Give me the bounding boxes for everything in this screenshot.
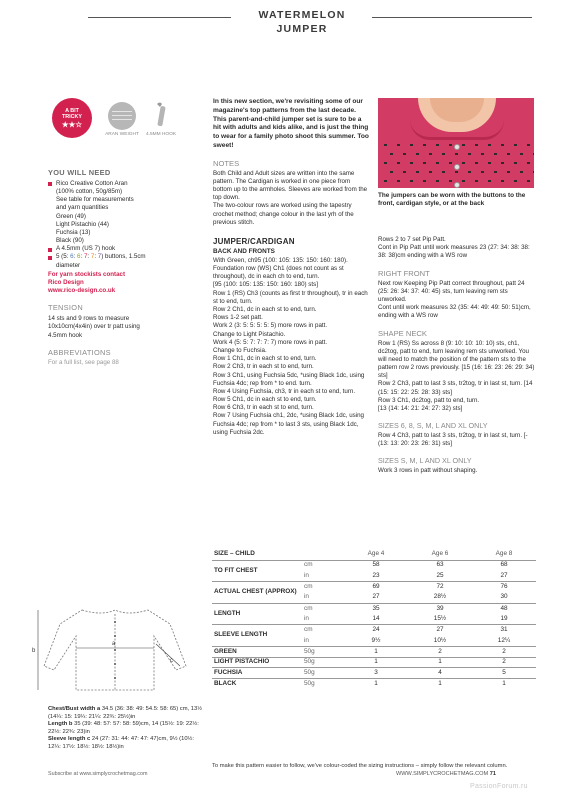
- shape-neck-heading: SHAPE NECK: [378, 328, 427, 338]
- pip-dot: [514, 162, 517, 164]
- table-row: [212, 603, 536, 614]
- sleeve-values: 24 (27: 31: 44: 47: 47: 47)cm, 9½ (10½: 12¼: 17½: 18½: 18½: 18½)in: [48, 736, 194, 750]
- pip-dot: [416, 171, 419, 173]
- pattern-line: Row 4 Ch3, patt to last 3 sts, tr2tog, tr in last st, turn. [- (13: 13: 20: 23: 26: 31) sts]: [378, 431, 528, 447]
- pattern-badges: [52, 98, 202, 144]
- pip-dot: [514, 180, 517, 182]
- pip-dot: [429, 153, 432, 155]
- pip-dot: [462, 144, 465, 146]
- table-cell: 24: [344, 625, 408, 636]
- notes-paragraph: The two-colour rows are worked using the tapestry crochet method; change colour in the last yrh of the previous stitch.: [213, 202, 354, 226]
- pip-dot: [390, 153, 393, 155]
- table-cell: 1: [344, 679, 408, 690]
- pip-dot: [429, 171, 432, 173]
- table-row: [212, 679, 536, 690]
- cardigan-collar: [410, 120, 504, 140]
- pip-dot: [423, 180, 426, 182]
- difficulty-line2: TRICKY: [61, 113, 83, 120]
- table-cell: 15½: [433, 614, 447, 622]
- tension-line: 14 sts and 9 rows to measure: [48, 315, 130, 323]
- age-column: Age 4: [367, 549, 385, 557]
- table-cell: 30: [500, 593, 508, 601]
- unit-label: cm: [302, 582, 344, 593]
- pip-dot: [449, 180, 452, 182]
- row-label: FUCHSIA: [212, 668, 302, 679]
- unit-label: in: [304, 636, 309, 644]
- pip-dot: [527, 144, 530, 146]
- table-cell: 1: [344, 646, 408, 657]
- pattern-line: Change to Light Pistachio.: [213, 330, 286, 338]
- button-count: 7: [90, 253, 95, 261]
- buttons-item: 5 (5: 6: 6: 7: 7: 7) buttons, 1.5cm diameter: [48, 253, 202, 269]
- unit-label: in: [304, 614, 309, 622]
- table-cell: 72: [408, 582, 472, 593]
- pip-dot: [410, 162, 413, 164]
- table-cell: 27: [408, 625, 472, 636]
- pip-dot: [436, 162, 439, 164]
- pip-dot: [449, 144, 452, 146]
- table-spacer: [302, 548, 344, 560]
- pip-dot: [410, 144, 413, 146]
- table-row: [212, 657, 536, 668]
- unit-label: cm: [302, 560, 344, 571]
- pip-dot: [403, 171, 406, 173]
- watermark: PassionForum.ru: [470, 783, 528, 790]
- pip-dot: [468, 171, 471, 173]
- pip-dot: [384, 144, 387, 146]
- unit-label: 50g: [302, 679, 344, 690]
- pattern-line: Row 7 Using Fuchsia ch1, 2dc, *using Black 1dc, using Fuchsia 4dc; rep from * to last 3 sts, using Black 1dc, using Fuchsia 2dc.: [213, 412, 364, 436]
- age-column: Age 8: [495, 549, 513, 557]
- pip-dot: [527, 180, 530, 182]
- table-cell: 58: [344, 560, 408, 571]
- colour-item: Black (90): [56, 237, 84, 245]
- table-header-label: SIZE – CHILD: [214, 549, 255, 557]
- chest-label: Chest/Bust width a: [48, 706, 101, 712]
- table-cell: 1: [408, 679, 472, 690]
- yarn-name: Rico Creative Cotton Aran: [56, 179, 128, 187]
- pattern-line: Work 2 (3: 5: 5: 5: 5: 5) more rows in patt.: [213, 322, 328, 330]
- pip-dot: [501, 180, 504, 182]
- pattern-line: Row 1 Ch1, dc in each st to end, turn.: [213, 355, 317, 363]
- table-cell: 68: [472, 560, 536, 571]
- pip-dot: [436, 180, 439, 182]
- page-title: WATERMELON JUMPER: [258, 9, 346, 35]
- table-cell: 35: [344, 603, 408, 614]
- chest-measure: [48, 706, 208, 721]
- sizes-heading: SIZES S, M, L AND XL ONLY: [378, 456, 472, 466]
- pattern-line: Cont in Pip Patt until work measures 23 (27: 34: 38: 38: 38: 38)cm ending with a WS row: [378, 244, 530, 260]
- button-count: 5: [63, 253, 67, 261]
- pip-dot: [455, 171, 458, 173]
- hook-size-label: 4.5MM HOOK: [145, 132, 177, 137]
- pattern-line: Row 6 Ch3, tr in each st to end, turn.: [213, 404, 314, 412]
- pip-dot: [449, 162, 452, 164]
- pattern-line: Rows 2 to 7 set Pip Patt.: [378, 236, 446, 243]
- section-heading: JUMPER/CARDIGAN: [213, 236, 295, 246]
- pip-dot: [455, 153, 458, 155]
- pip-dot: [514, 144, 517, 146]
- table-cell: 27: [372, 593, 380, 601]
- pip-dot: [397, 162, 400, 164]
- notes-heading: NOTES: [213, 158, 240, 168]
- pip-dot: [501, 162, 504, 164]
- row-label: BLACK: [212, 679, 302, 690]
- buttons-pre: 5 (: [56, 253, 64, 261]
- footer-subscribe[interactable]: Subscribe at www.simplycrochetmag.com: [48, 771, 148, 777]
- diagram-measurements: [48, 706, 208, 751]
- tension-line: 4.5mm hook: [48, 331, 83, 339]
- unit-label: 50g: [302, 646, 344, 657]
- pattern-line: Row 2 Ch3, patt to last 3 sts, tr2tog, tr in last st, turn. [14 (15: 15: 22: 25: 28: 33) sts]: [378, 380, 533, 396]
- table-cell: 12¼: [497, 636, 511, 644]
- sizes-heading: SIZES 6, 8, S, M, L AND XL ONLY: [378, 421, 488, 431]
- yarn-item: [48, 180, 202, 246]
- pip-dot: [481, 153, 484, 155]
- age-column: Age 6: [431, 549, 449, 557]
- middle-column: [213, 98, 370, 437]
- table-cell: 9½: [371, 636, 381, 644]
- yarn-note-2: and yarn quantities: [56, 204, 109, 212]
- pip-dot: [520, 171, 523, 173]
- label-b: b: [32, 648, 36, 654]
- size-table: [212, 548, 536, 690]
- row-label: SLEEVE LENGTH: [212, 625, 302, 647]
- table-cell: 1: [344, 657, 408, 668]
- row-label: TO FIT CHEST: [212, 560, 302, 582]
- pip-dot: [488, 144, 491, 146]
- crochet-hook-icon: [148, 101, 174, 131]
- unit-label: in: [304, 593, 309, 601]
- table-cell: 4: [408, 668, 472, 679]
- unit-label: in: [304, 571, 309, 579]
- table-header-row: [212, 548, 536, 560]
- pip-dot: [462, 180, 465, 182]
- label-a: a: [112, 641, 116, 647]
- table-cell: 10½: [433, 636, 447, 644]
- pip-dot: [436, 144, 439, 146]
- table-cell: 2: [472, 657, 536, 668]
- you-will-need-heading: YOU WILL NEED: [48, 168, 111, 177]
- difficulty-stars: ★★☆: [61, 119, 83, 129]
- pip-dot: [501, 144, 504, 146]
- pattern-line: Row 1 (RS) Ss across 8 (9: 10: 10: 10: 10) sts, ch1, dc2tog, patt to end, turn leaving rem sts unworked. You will need to match the position of the pattern sts to the pattern row 2 rows previously. [15 (16: 16: 23: 26: 29: 34) sts]: [378, 339, 535, 380]
- pattern-line: Row 2 Ch1, dc in each st to end, turn.: [213, 306, 317, 314]
- label-c: c: [170, 658, 173, 664]
- pip-dot: [384, 180, 387, 182]
- button-image: [454, 182, 460, 188]
- stockists-heading: For yarn stockists contact: [48, 270, 126, 278]
- footer-site: [396, 771, 496, 778]
- materials-list: [48, 180, 202, 270]
- pip-dot: [488, 162, 491, 164]
- pip-dot: [520, 153, 523, 155]
- tension-line: 10x10cm(4x4in) over tr patt using: [48, 323, 140, 331]
- table-cell: 25: [436, 571, 444, 579]
- pip-dot: [494, 171, 497, 173]
- table-cell: 19: [500, 614, 508, 622]
- page-header: [0, 6, 566, 35]
- pip-dot: [475, 162, 478, 164]
- cardigan-photo: [378, 98, 534, 188]
- unit-label: 50g: [302, 657, 344, 668]
- pattern-line: Cont until work measures 32 (35: 44: 49: 49: 50: 51)cm, ending with a WS row: [378, 304, 531, 320]
- pip-dot: [507, 153, 510, 155]
- pattern-line: [95 (100: 105: 135: 150: 160: 180) sts]: [213, 281, 318, 289]
- colour-item: Light Pistachio (44): [56, 220, 109, 228]
- table-cell: 31: [472, 625, 536, 636]
- measure-lines: [38, 610, 180, 690]
- button-count: 6: [70, 253, 74, 261]
- pip-dot: [475, 180, 478, 182]
- abbreviations-note: For a full list, see page 88: [48, 359, 119, 367]
- pip-dot: [397, 180, 400, 182]
- buttons-post: ) buttons, 1.5cm: [101, 253, 146, 261]
- pip-dot: [403, 153, 406, 155]
- left-column: [48, 98, 202, 368]
- table-cell: 14: [372, 614, 380, 622]
- table-cell: 3: [344, 668, 408, 679]
- header-rule-left: [88, 17, 231, 18]
- pip-dot: [494, 153, 497, 155]
- table-cell: 39: [408, 603, 472, 614]
- hook-item: A 4.5mm (US 7) hook: [48, 245, 202, 253]
- pip-dot: [481, 171, 484, 173]
- pattern-line: Row 5 Ch1, dc in each st to end, turn.: [213, 396, 317, 404]
- photo-caption: The jumpers can be worn with the buttons to the front, cardigan style, or at the back: [378, 192, 526, 208]
- pattern-line: [13 (14: 14: 21: 24: 27: 32) sts]: [378, 405, 463, 413]
- right-column: [378, 236, 536, 475]
- unit-label: cm: [302, 625, 344, 636]
- stockists-link[interactable]: www.rico-design.co.uk: [48, 287, 116, 295]
- table-cell: 27: [500, 571, 508, 579]
- pattern-line: Row 1 (RS) Ch3 (counts as first tr throughout), tr in each st to end, turn.: [213, 289, 368, 305]
- button-image: [454, 164, 460, 170]
- table-cell: 23: [372, 571, 380, 579]
- length-label: Length b: [48, 721, 73, 728]
- pip-dot: [442, 153, 445, 155]
- yarn-fibre: (100% cotton, 50g/85m): [56, 187, 123, 195]
- pattern-line: With Green, ch95 (100: 105: 135: 150: 160: 180).: [213, 256, 348, 264]
- intro-paragraph: In this new section, we're revisiting some of our magazine's top patterns from the last decade. This parent-and-child jumper set is sure to be a hit with adults and kids alike, and is just the thing to wear for a family photo shoot this summer. Too sweet!: [213, 98, 369, 149]
- stockists-name: Rico Design: [48, 279, 84, 287]
- table-cell: 28½: [433, 593, 447, 601]
- pip-dot: [475, 144, 478, 146]
- pip-dot: [390, 171, 393, 173]
- button-count: 6: [77, 253, 81, 261]
- pattern-line: Row 4 Using Fuchsia, ch3, tr in each st to end, turn.: [213, 387, 356, 395]
- table-cell: 63: [408, 560, 472, 571]
- pip-dot: [397, 144, 400, 146]
- button-count: 7: [83, 253, 88, 261]
- yarn-note-1: See table for measurements: [56, 196, 134, 204]
- pip-dot: [462, 162, 465, 164]
- pattern-line: Foundation row (WS) Ch1 (does not count as st throughout), dc in each ch to end, turn.: [213, 265, 344, 281]
- pattern-line: Row 2 Ch3, tr in each st to end, turn.: [213, 363, 314, 371]
- table-cell: 1: [472, 679, 536, 690]
- pip-dot: [533, 153, 534, 155]
- button-count: 7: [97, 253, 102, 261]
- pip-dot: [416, 153, 419, 155]
- table-cell: 2: [472, 646, 536, 657]
- notes-paragraph: Both Child and Adult sizes are written into the same pattern. The Cardigan is worked in one piece from bottom up to the armholes. Sleeves are worked from the top down.: [213, 169, 368, 202]
- yarn-ball-icon: [108, 102, 136, 130]
- button-image: [454, 144, 460, 150]
- pip-dot: [507, 171, 510, 173]
- sleeve-measure: [48, 736, 208, 751]
- row-label: ACTUAL CHEST (APPROX): [212, 582, 302, 604]
- pip-dot: [488, 180, 491, 182]
- pip-dot: [533, 171, 534, 173]
- table-cell: 2: [408, 646, 472, 657]
- row-label: GREEN: [212, 646, 302, 657]
- pattern-line: Rows 1-2 set patt.: [213, 314, 263, 322]
- table-row: [212, 625, 536, 636]
- pip-dot: [468, 153, 471, 155]
- colour-item: Fuchsia (13): [56, 228, 91, 236]
- unit-label: cm: [302, 603, 344, 614]
- pip-dot: [442, 171, 445, 173]
- right-front-heading: RIGHT FRONT: [378, 268, 430, 278]
- row-label: LIGHT PISTACHIO: [212, 657, 302, 668]
- table-cell: 69: [344, 582, 408, 593]
- difficulty-line1: A BIT: [65, 108, 79, 114]
- pip-dot: [410, 180, 413, 182]
- subsection-heading: BACK AND FRONTS: [213, 248, 275, 256]
- buttons-diameter: diameter: [56, 261, 81, 269]
- page-number: 71: [489, 771, 496, 777]
- difficulty-badge: [52, 98, 92, 138]
- pip-dot: [423, 144, 426, 146]
- pattern-line: Work 4 (5: 5: 7: 7: 7: 7) more rows in patt.: [213, 338, 328, 346]
- header-rule-right: [372, 17, 532, 18]
- sleeve-label: Sleeve length c: [48, 736, 91, 743]
- yarn-weight-label: ARAN WEIGHT: [105, 132, 139, 137]
- row-label: LENGTH: [212, 603, 302, 625]
- pattern-line: Work 3 rows in patt without shaping.: [378, 466, 478, 474]
- table-cell: 5: [472, 668, 536, 679]
- table-row: [212, 646, 536, 657]
- pip-dot: [384, 162, 387, 164]
- pattern-line: Row 3 Ch1, using Fuchsia 5dc, *using Black 1dc, using Fuchsia 4dc; rep from * to end. turn.: [213, 371, 365, 387]
- pattern-line: Change to Fuchsia.: [213, 346, 267, 354]
- pattern-line: Next row Keeping Pip Patt correct throughout, patt 24 (25: 26: 34: 37: 40: 45) sts, turn leaving rem sts unworked.: [378, 279, 525, 303]
- table-row: [212, 560, 536, 571]
- tension-heading: TENSION: [48, 303, 83, 313]
- colour-item: Green (49): [56, 212, 86, 220]
- table-row: [212, 668, 536, 679]
- cardigan-schematic: [30, 600, 200, 700]
- table-cell: 48: [472, 603, 536, 614]
- abbreviations-heading: ABBREVIATIONS: [48, 347, 111, 357]
- pattern-line: Row 3 Ch1, dc2tog, patt to end, turn.: [378, 396, 480, 404]
- footer-site-url[interactable]: WWW.SIMPLYCROCHETMAG.COM: [396, 771, 489, 777]
- length-measure: [48, 721, 208, 736]
- chest-values: 34.5 (36: 38: 49: 54.5: 58: 65) cm, 13½ (14¼: 15: 19¼: 21¼: 22¾: 25½)in: [48, 706, 203, 720]
- table-row: [212, 582, 536, 593]
- length-values: 35 (39: 48: 57: 57: 58: 59)cm, 14 (15½: 19: 22½: 22½: 22¾: 23)in: [48, 721, 199, 735]
- unit-label: 50g: [302, 668, 344, 679]
- table-cell: 76: [472, 582, 536, 593]
- table-cell: 1: [408, 657, 472, 668]
- pip-dot: [527, 162, 530, 164]
- table-note: To make this pattern easier to follow, we've colour-coded the sizing instructions – simply follow the relevant column.: [212, 763, 508, 769]
- pip-dot: [423, 162, 426, 164]
